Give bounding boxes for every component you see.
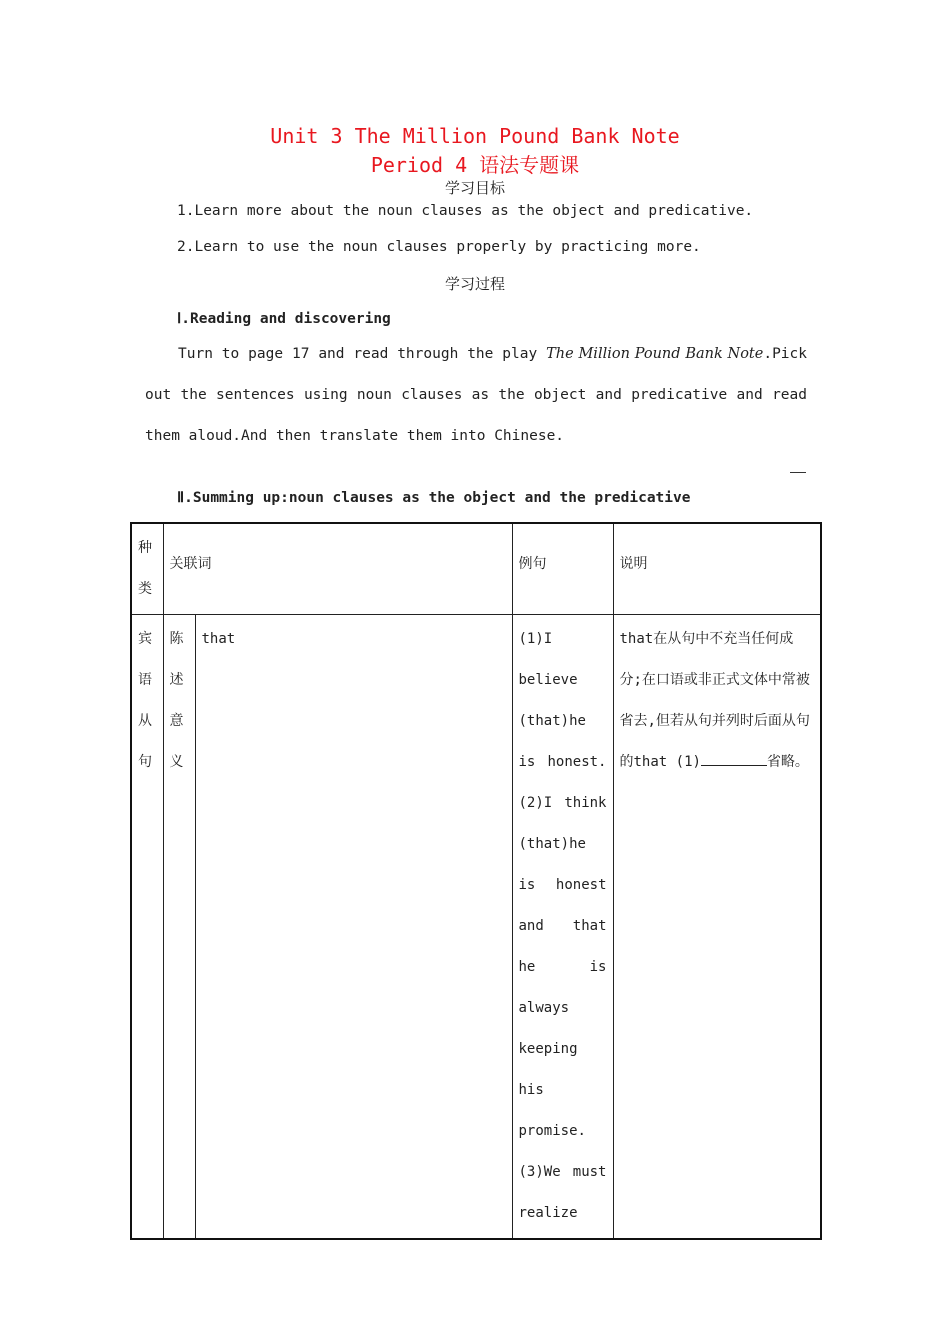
header-example: 例句 <box>512 523 613 615</box>
answer-blank[interactable] <box>701 747 767 766</box>
cell-example: (1)I believe (that)he is honest. (2)I think (that)he is honest and that he is always keeping his promise. (3)We must realize <box>512 615 613 1240</box>
grammar-table <box>130 522 822 1240</box>
reading-instructions <box>145 334 807 457</box>
period-title: Period 4 语法专题课 <box>370 153 580 177</box>
play-title: The Million Pound Bank Note <box>546 346 764 362</box>
table-row <box>131 615 821 1240</box>
header-note: 说明 <box>613 523 821 615</box>
note-text: that在从句中不充当任何成分;在口语或非正式文体中常被省去,但若从句并列时后面从句的that (1) <box>619 631 810 770</box>
objective-item: 1.Learn more about the noun clauses as the object and predicative. <box>177 203 754 219</box>
header-type <box>131 523 163 615</box>
unit-title: Unit 3 The Million Pound Bank Note <box>270 124 680 148</box>
note-text-end: 省略。 <box>766 754 809 770</box>
cell-meaning <box>163 615 195 1240</box>
instruction-text: Turn to page 17 and read through the play <box>178 346 547 362</box>
cell-note <box>613 615 821 1240</box>
cell-connective: that <box>195 615 512 1240</box>
table-header-row <box>131 523 821 615</box>
process-heading: 学习过程 <box>444 275 505 293</box>
header-type-text: 种类 <box>138 540 152 597</box>
objectives-heading: 学习目标 <box>444 179 505 197</box>
header-connective: 关联词 <box>163 523 512 615</box>
cell-meaning-text: 陈述意义 <box>169 631 184 770</box>
section-heading-reading: Ⅰ.Reading and discovering <box>177 311 391 327</box>
instruction-text-cont: .Pick out the sentences using noun clauses as the object and predicative and read them aloud.And then translate them into Chinese. <box>145 346 807 444</box>
objective-item: 2.Learn to use the noun clauses properly by practicing more. <box>177 239 701 255</box>
divider-dash <box>790 472 806 473</box>
cell-type-text: 宾语从句 <box>138 631 152 770</box>
section-heading-summing: Ⅱ.Summing up:noun clauses as the object and the predicative <box>177 490 691 506</box>
cell-type <box>131 615 163 1240</box>
